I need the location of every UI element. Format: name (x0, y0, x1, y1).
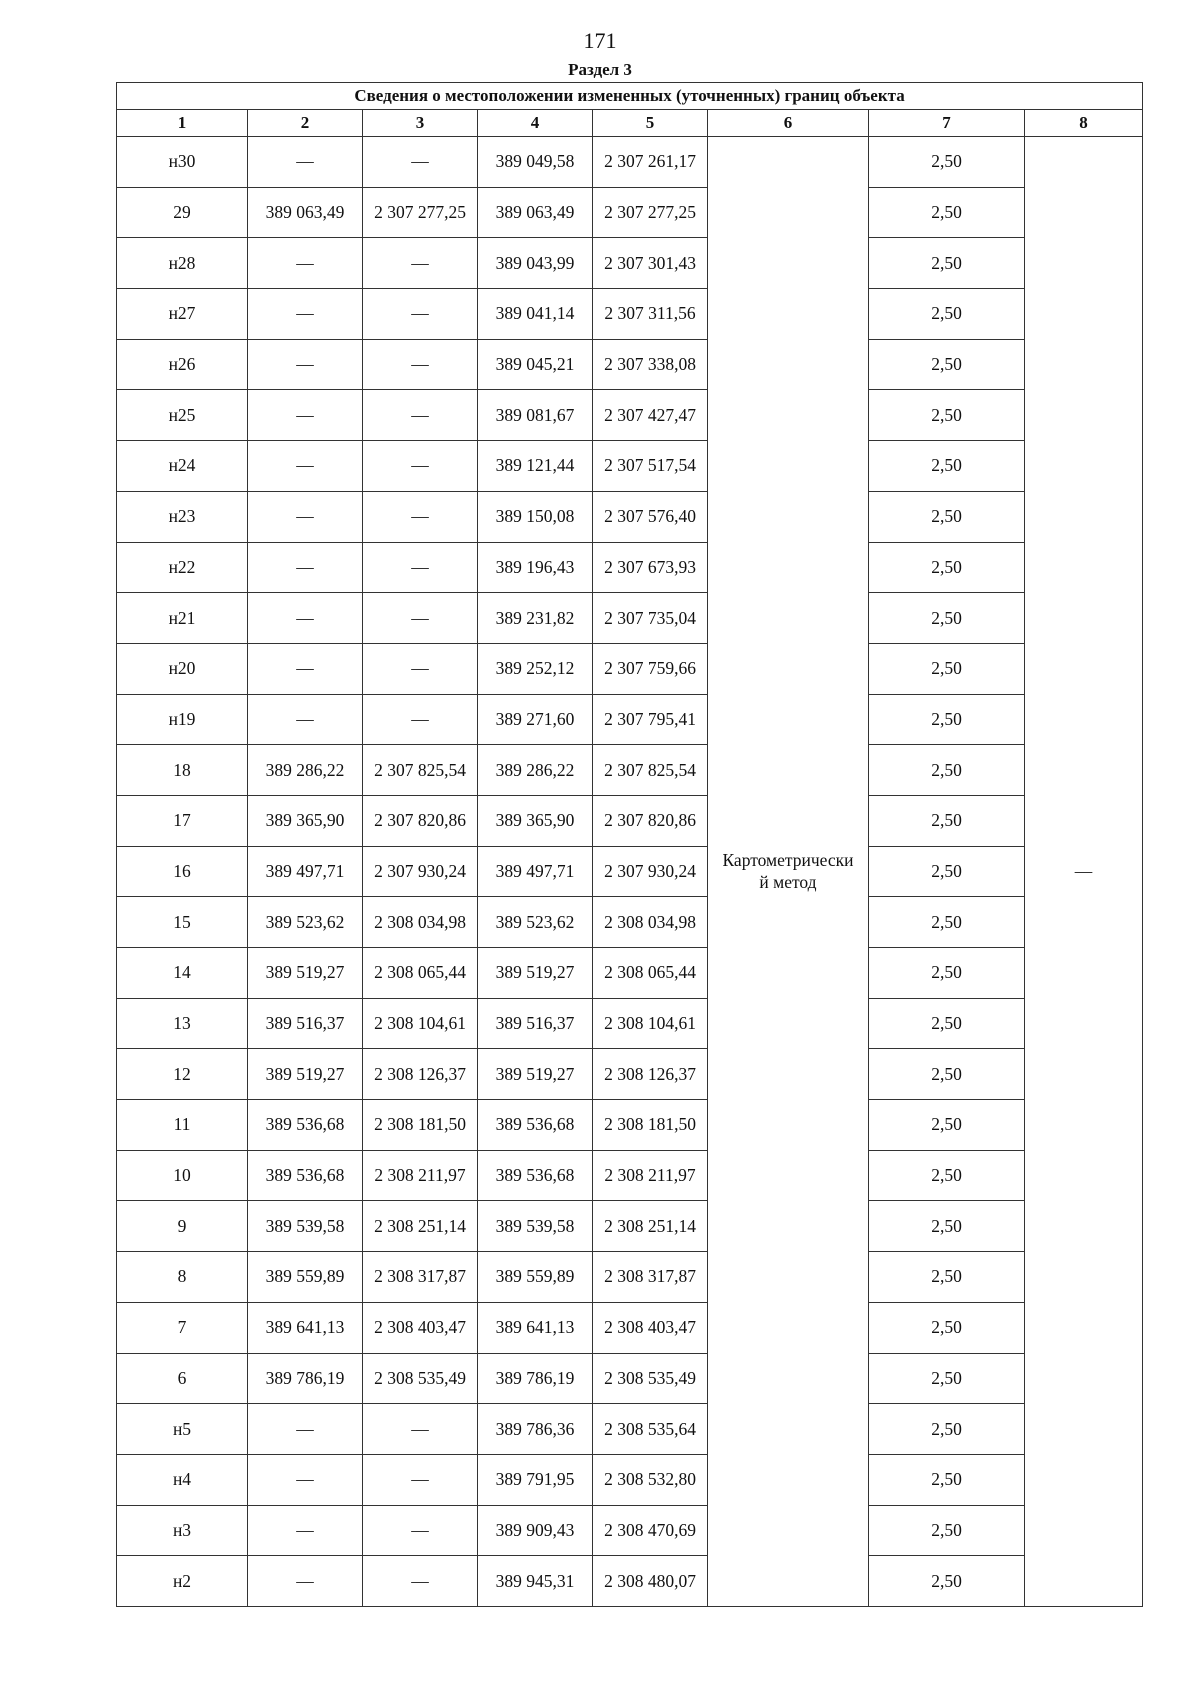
column-number: 5 (593, 110, 708, 137)
column-number: 7 (869, 110, 1025, 137)
x-new-cell: 389 909,43 (478, 1505, 593, 1556)
table-row (117, 1454, 1143, 1505)
point-cell: 9 (117, 1201, 248, 1252)
x-new-cell: 389 945,31 (478, 1556, 593, 1607)
accuracy-cell: 2,50 (869, 998, 1025, 1049)
x-old-cell: 389 786,19 (248, 1353, 363, 1404)
method-cell (708, 137, 869, 1607)
x-old-cell: — (248, 238, 363, 289)
x-old-cell: 389 536,68 (248, 1150, 363, 1201)
table-row (117, 998, 1143, 1049)
x-old-cell: — (248, 289, 363, 340)
x-new-cell: 389 081,67 (478, 390, 593, 441)
y-new-cell: 2 307 517,54 (593, 441, 708, 492)
y-old-cell: — (363, 441, 478, 492)
section-title: Раздел 3 (568, 60, 632, 79)
column-8-cell: — (1025, 137, 1143, 1607)
coordinates-table (116, 82, 1143, 1607)
accuracy-cell: 2,50 (869, 1201, 1025, 1252)
x-new-cell: 389 516,37 (478, 998, 593, 1049)
x-new-cell: 389 045,21 (478, 339, 593, 390)
accuracy-cell: 2,50 (869, 795, 1025, 846)
y-old-cell: — (363, 491, 478, 542)
x-new-cell: 389 536,68 (478, 1100, 593, 1151)
point-cell: 14 (117, 948, 248, 999)
point-cell: 17 (117, 795, 248, 846)
x-new-cell: 389 041,14 (478, 289, 593, 340)
point-cell: 7 (117, 1302, 248, 1353)
table-row (117, 390, 1143, 441)
y-new-cell: 2 307 301,43 (593, 238, 708, 289)
y-new-cell: 2 308 211,97 (593, 1150, 708, 1201)
accuracy-cell: 2,50 (869, 339, 1025, 390)
accuracy-cell: 2,50 (869, 1252, 1025, 1303)
y-old-cell: — (363, 289, 478, 340)
y-new-cell: 2 307 930,24 (593, 846, 708, 897)
x-old-cell: — (248, 339, 363, 390)
table-row (117, 1150, 1143, 1201)
y-old-cell: — (363, 542, 478, 593)
y-new-cell: 2 307 825,54 (593, 745, 708, 796)
table-row (117, 1556, 1143, 1607)
accuracy-cell: 2,50 (869, 390, 1025, 441)
x-new-cell: 389 497,71 (478, 846, 593, 897)
point-cell: 8 (117, 1252, 248, 1303)
x-old-cell: — (248, 593, 363, 644)
y-new-cell: 2 307 311,56 (593, 289, 708, 340)
x-old-cell: — (248, 1556, 363, 1607)
y-old-cell: 2 308 251,14 (363, 1201, 478, 1252)
x-new-cell: 389 536,68 (478, 1150, 593, 1201)
y-old-cell: 2 308 181,50 (363, 1100, 478, 1151)
y-old-cell: 2 308 535,49 (363, 1353, 478, 1404)
accuracy-cell: 2,50 (869, 846, 1025, 897)
point-cell: н20 (117, 643, 248, 694)
page-number: 171 (583, 28, 617, 53)
y-new-cell: 2 307 338,08 (593, 339, 708, 390)
point-cell: н3 (117, 1505, 248, 1556)
x-new-cell: 389 786,19 (478, 1353, 593, 1404)
y-new-cell: 2 308 251,14 (593, 1201, 708, 1252)
method-text-line2: й метод (759, 872, 817, 893)
x-old-cell: — (248, 137, 363, 188)
column-number: 3 (363, 110, 478, 137)
x-new-cell: 389 539,58 (478, 1201, 593, 1252)
y-old-cell: — (363, 1454, 478, 1505)
table-row (117, 745, 1143, 796)
accuracy-cell: 2,50 (869, 238, 1025, 289)
point-cell: н2 (117, 1556, 248, 1607)
x-new-cell: 389 150,08 (478, 491, 593, 542)
x-new-cell: 389 786,36 (478, 1404, 593, 1455)
table-row (117, 1353, 1143, 1404)
x-old-cell: — (248, 542, 363, 593)
y-old-cell: — (363, 1556, 478, 1607)
x-new-cell: 389 791,95 (478, 1454, 593, 1505)
y-new-cell: 2 307 735,04 (593, 593, 708, 644)
x-new-cell: 389 286,22 (478, 745, 593, 796)
point-cell: 15 (117, 897, 248, 948)
x-old-cell: — (248, 491, 363, 542)
point-cell: 12 (117, 1049, 248, 1100)
y-old-cell: 2 308 034,98 (363, 897, 478, 948)
table-row (117, 1302, 1143, 1353)
x-new-cell: 389 519,27 (478, 1049, 593, 1100)
column-number-row (117, 110, 1143, 137)
y-new-cell: 2 308 535,64 (593, 1404, 708, 1455)
point-cell: н28 (117, 238, 248, 289)
column-number: 2 (248, 110, 363, 137)
column-number: 4 (478, 110, 593, 137)
y-new-cell: 2 308 532,80 (593, 1454, 708, 1505)
x-old-cell: 389 519,27 (248, 948, 363, 999)
accuracy-cell: 2,50 (869, 643, 1025, 694)
x-new-cell: 389 523,62 (478, 897, 593, 948)
table-row (117, 137, 1143, 188)
point-cell: 10 (117, 1150, 248, 1201)
x-new-cell: 389 043,99 (478, 238, 593, 289)
y-new-cell: 2 307 427,47 (593, 390, 708, 441)
x-old-cell: — (248, 1454, 363, 1505)
table-row (117, 1505, 1143, 1556)
x-old-cell: — (248, 390, 363, 441)
point-cell: н19 (117, 694, 248, 745)
y-old-cell: 2 308 403,47 (363, 1302, 478, 1353)
x-old-cell: — (248, 441, 363, 492)
y-new-cell: 2 307 820,86 (593, 795, 708, 846)
x-new-cell: 389 063,49 (478, 187, 593, 238)
column-number: 1 (117, 110, 248, 137)
x-old-cell: 389 523,62 (248, 897, 363, 948)
y-new-cell: 2 308 181,50 (593, 1100, 708, 1151)
y-new-cell: 2 308 065,44 (593, 948, 708, 999)
point-cell: н4 (117, 1454, 248, 1505)
accuracy-cell: 2,50 (869, 1454, 1025, 1505)
y-old-cell: — (363, 390, 478, 441)
x-old-cell: 389 063,49 (248, 187, 363, 238)
y-old-cell: 2 308 211,97 (363, 1150, 478, 1201)
accuracy-cell: 2,50 (869, 187, 1025, 238)
x-new-cell: 389 641,13 (478, 1302, 593, 1353)
accuracy-cell: 2,50 (869, 289, 1025, 340)
x-new-cell: 389 196,43 (478, 542, 593, 593)
accuracy-cell: 2,50 (869, 1505, 1025, 1556)
table-row (117, 795, 1143, 846)
point-cell: н27 (117, 289, 248, 340)
x-new-cell: 389 121,44 (478, 441, 593, 492)
y-new-cell: 2 308 104,61 (593, 998, 708, 1049)
accuracy-cell: 2,50 (869, 137, 1025, 188)
y-new-cell: 2 307 261,17 (593, 137, 708, 188)
x-old-cell: — (248, 1404, 363, 1455)
y-new-cell: 2 308 034,98 (593, 897, 708, 948)
accuracy-cell: 2,50 (869, 694, 1025, 745)
table-row (117, 643, 1143, 694)
point-cell: 16 (117, 846, 248, 897)
point-cell: 29 (117, 187, 248, 238)
x-old-cell: 389 516,37 (248, 998, 363, 1049)
y-old-cell: — (363, 137, 478, 188)
accuracy-cell: 2,50 (869, 1404, 1025, 1455)
accuracy-cell: 2,50 (869, 593, 1025, 644)
y-new-cell: 2 308 535,49 (593, 1353, 708, 1404)
accuracy-cell: 2,50 (869, 745, 1025, 796)
point-cell: н23 (117, 491, 248, 542)
table-row (117, 238, 1143, 289)
y-new-cell: 2 308 480,07 (593, 1556, 708, 1607)
table-row (117, 1252, 1143, 1303)
table-row (117, 694, 1143, 745)
y-old-cell: — (363, 643, 478, 694)
accuracy-cell: 2,50 (869, 1100, 1025, 1151)
column-number: 8 (1025, 110, 1143, 137)
table-body (117, 83, 1143, 1607)
point-cell: 13 (117, 998, 248, 1049)
accuracy-cell: 2,50 (869, 948, 1025, 999)
accuracy-cell: 2,50 (869, 491, 1025, 542)
accuracy-cell: 2,50 (869, 441, 1025, 492)
point-cell: н5 (117, 1404, 248, 1455)
x-new-cell: 389 252,12 (478, 643, 593, 694)
y-old-cell: 2 307 820,86 (363, 795, 478, 846)
x-new-cell: 389 559,89 (478, 1252, 593, 1303)
accuracy-cell: 2,50 (869, 1302, 1025, 1353)
table-row (117, 1404, 1143, 1455)
x-old-cell: 389 497,71 (248, 846, 363, 897)
point-cell: 11 (117, 1100, 248, 1151)
y-old-cell: 2 307 930,24 (363, 846, 478, 897)
table-row (117, 1049, 1143, 1100)
y-new-cell: 2 307 277,25 (593, 187, 708, 238)
table-row (117, 846, 1143, 897)
table-row (117, 491, 1143, 542)
y-old-cell: — (363, 1505, 478, 1556)
point-cell: 6 (117, 1353, 248, 1404)
accuracy-cell: 2,50 (869, 1353, 1025, 1404)
y-old-cell: 2 308 317,87 (363, 1252, 478, 1303)
table-row (117, 542, 1143, 593)
x-new-cell: 389 271,60 (478, 694, 593, 745)
accuracy-cell: 2,50 (869, 1150, 1025, 1201)
point-cell: н22 (117, 542, 248, 593)
x-old-cell: 389 559,89 (248, 1252, 363, 1303)
x-old-cell: — (248, 643, 363, 694)
table-row (117, 948, 1143, 999)
y-old-cell: — (363, 339, 478, 390)
y-new-cell: 2 308 126,37 (593, 1049, 708, 1100)
point-cell: н25 (117, 390, 248, 441)
y-new-cell: 2 307 759,66 (593, 643, 708, 694)
y-old-cell: — (363, 694, 478, 745)
x-new-cell: 389 519,27 (478, 948, 593, 999)
x-new-cell: 389 049,58 (478, 137, 593, 188)
y-old-cell: — (363, 593, 478, 644)
y-old-cell: — (363, 238, 478, 289)
point-cell: н26 (117, 339, 248, 390)
y-old-cell: 2 308 065,44 (363, 948, 478, 999)
table-row (117, 897, 1143, 948)
table-title-row (117, 83, 1143, 110)
x-old-cell: 389 365,90 (248, 795, 363, 846)
x-new-cell: 389 365,90 (478, 795, 593, 846)
x-old-cell: 389 519,27 (248, 1049, 363, 1100)
y-new-cell: 2 307 673,93 (593, 542, 708, 593)
method-text-line1: Картометрически (722, 850, 854, 871)
x-old-cell: 389 536,68 (248, 1100, 363, 1151)
point-cell: н24 (117, 441, 248, 492)
table-row (117, 441, 1143, 492)
y-old-cell: 2 307 277,25 (363, 187, 478, 238)
y-old-cell: 2 307 825,54 (363, 745, 478, 796)
point-cell: н30 (117, 137, 248, 188)
y-new-cell: 2 307 576,40 (593, 491, 708, 542)
table-row (117, 187, 1143, 238)
point-cell: 18 (117, 745, 248, 796)
accuracy-cell: 2,50 (869, 1049, 1025, 1100)
y-new-cell: 2 308 470,69 (593, 1505, 708, 1556)
y-old-cell: — (363, 1404, 478, 1455)
accuracy-cell: 2,50 (869, 1556, 1025, 1607)
y-old-cell: 2 308 126,37 (363, 1049, 478, 1100)
table-row (117, 1100, 1143, 1151)
point-cell: н21 (117, 593, 248, 644)
y-new-cell: 2 308 403,47 (593, 1302, 708, 1353)
table-row (117, 1201, 1143, 1252)
y-new-cell: 2 308 317,87 (593, 1252, 708, 1303)
accuracy-cell: 2,50 (869, 542, 1025, 593)
table-row (117, 289, 1143, 340)
x-new-cell: 389 231,82 (478, 593, 593, 644)
x-old-cell: 389 286,22 (248, 745, 363, 796)
x-old-cell: 389 641,13 (248, 1302, 363, 1353)
table-row (117, 339, 1143, 390)
column-number: 6 (708, 110, 869, 137)
accuracy-cell: 2,50 (869, 897, 1025, 948)
x-old-cell: — (248, 694, 363, 745)
y-old-cell: 2 308 104,61 (363, 998, 478, 1049)
x-old-cell: — (248, 1505, 363, 1556)
table-row (117, 593, 1143, 644)
y-new-cell: 2 307 795,41 (593, 694, 708, 745)
x-old-cell: 389 539,58 (248, 1201, 363, 1252)
table-title: Сведения о местоположении измененных (уточненных) границ объекта (117, 83, 1143, 110)
